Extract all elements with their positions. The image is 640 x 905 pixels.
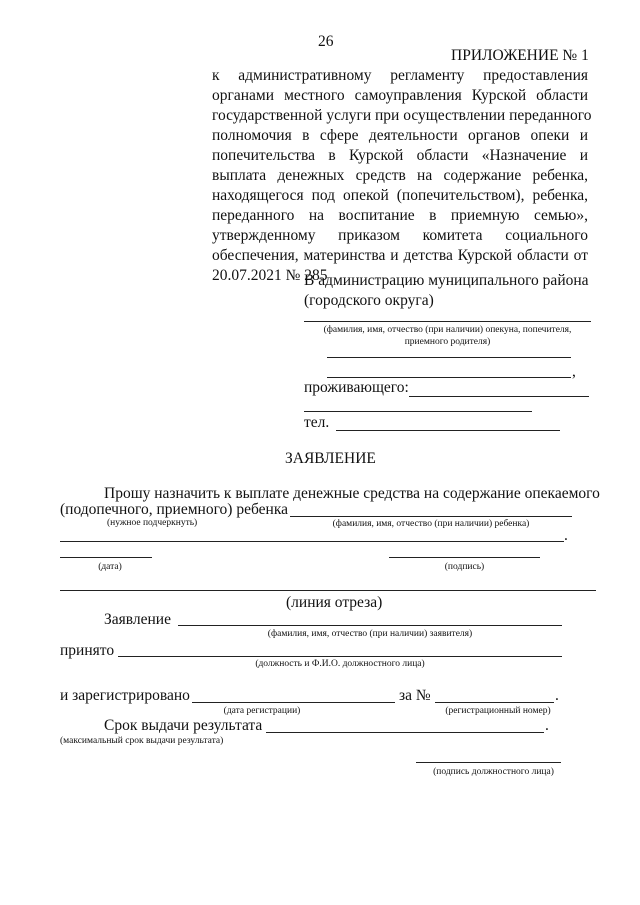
receipt-statement-label: Заявление [104,611,171,628]
appendix-line: 20.07.2021 № 285 [212,267,328,284]
number-label: за № [399,687,431,704]
appendix-line: органами местного самоуправления Курской области [212,87,588,104]
guardian-caption-1: (фамилия, имя, отчество (при наличии) опекуна, попечителя, [323,325,572,335]
caption-deadline: (максимальный срок выдачи результата) [60,736,224,746]
phone-label: тел. [304,414,330,431]
date-line[interactable] [60,557,152,558]
caption-registration-date: (дата регистрации) [223,706,301,716]
signature-line[interactable] [389,557,540,558]
caption-official: (должность и Ф.И.О. должностного лица) [255,659,425,669]
statement-text-line-2: (подопечного, приемного) ребенка [60,501,288,518]
addressee-line-1: В администрацию муниципального района [304,272,589,289]
guardian-caption-2: приемного родителя) [404,337,491,347]
appendix-line: попечительства в Курской области «Назначение и [212,147,588,164]
appendix-line: к административному регламенту предоставления [212,67,588,84]
child-extra-line[interactable] [60,541,564,542]
applicant-name-line[interactable] [178,625,562,626]
residing-line[interactable] [409,396,589,397]
appendix-line: находящегося под опекой (попечительством), ребенка, [212,187,588,204]
deadline-line[interactable] [266,732,544,733]
phone-line[interactable] [336,430,560,431]
registration-date-line[interactable] [192,702,395,703]
guardian-extra-line-1[interactable] [327,357,571,358]
appendix-title: ПРИЛОЖЕНИЕ № 1 [451,47,589,64]
residing-label: проживающего: [304,379,409,396]
residing-line-2[interactable] [304,411,532,412]
guardian-name-line[interactable] [304,321,591,322]
caption-applicant: (фамилия, имя, отчество (при наличии) заявителя) [267,629,473,639]
line-end-dot: . [564,527,568,544]
caption-signature: (подпись) [444,562,485,572]
page-number: 26 [318,33,334,50]
caption-registration-number: (регистрационный номер) [445,706,551,716]
cut-line [60,590,596,591]
caption-child-name: (фамилия, имя, отчество (при наличии) ребенка) [332,519,530,529]
caption-official-signature: (подпись должностного лица) [433,767,554,777]
appendix-text [212,66,592,286]
official-signature-line[interactable] [416,762,561,763]
addressee-line-2: (городского округа) [304,292,434,309]
appendix-line: государственной услуги при осуществлении переданного [212,107,592,124]
caption-date: (дата) [98,562,122,572]
registration-number-line[interactable] [435,702,554,703]
deadline-label: Срок выдачи результата [104,717,263,734]
number-dot: . [555,687,559,704]
accepted-label: принято [60,642,115,659]
registered-label: и зарегистрировано [60,687,190,704]
appendix-line: выплата денежных средств на содержание ребенка, [212,167,588,184]
child-name-line[interactable] [290,516,572,517]
appendix-line: полномочия в сфере деятельности органов опеки и [212,127,588,144]
appendix-line: переданного на воспитание в приемную семью», [212,207,588,224]
caption-underline-needed: (нужное подчеркнуть) [107,518,198,528]
cut-line-label: (линия отреза) [286,594,383,611]
statement-text-line-1: Прошу назначить к выплате денежные средства на содержание опекаемого [104,485,600,502]
statement-title: ЗАЯВЛЕНИЕ [285,450,376,467]
official-line[interactable] [118,656,562,657]
comma-mark: , [572,363,576,380]
appendix-line: утвержденному приказом комитета социального [212,227,588,244]
deadline-dot: . [545,717,549,734]
appendix-line: обеспечения, материнства и детства Курской области от [212,247,588,264]
